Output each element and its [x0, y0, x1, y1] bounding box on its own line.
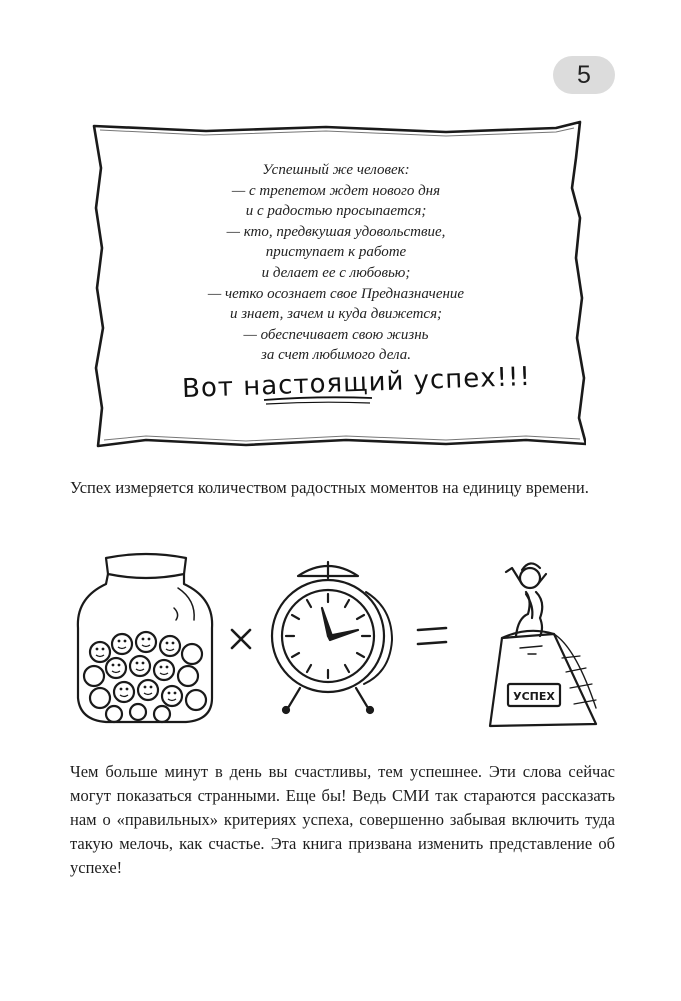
quote-line: — обеспечивает свою жизнь	[243, 326, 429, 343]
quote-line: и с радостью просыпается;	[245, 203, 427, 220]
equals-sign-icon	[418, 628, 446, 644]
page-number-badge	[553, 56, 615, 94]
quote-line: за счет любимого дела.	[261, 347, 411, 364]
quote-line: и делает ее с любовью;	[261, 264, 411, 281]
quote-text	[86, 160, 586, 366]
paragraph-happiness-explanation: Чем больше минут в день вы счастливы, тем успешнее. Эти слова сейчас могут показаться странными. Еще бы! Ведь СМИ так стараются рассказать нам о «правильных» критериях успеха, совершенно забывая включить туда такую мелочь, как счастье. Эта книга призвана изменить представление об успехе!	[70, 762, 615, 877]
alarm-clock-icon	[272, 562, 392, 713]
underline-icon	[182, 362, 512, 410]
quote-line: приступает к работе	[265, 244, 407, 261]
handwritten-text: Вот настоящий успех!!!	[181, 361, 532, 405]
handwritten-exclamation	[181, 361, 532, 410]
quote-line: — кто, предвкушая удовольствие,	[226, 223, 446, 240]
quote-line: — с трепетом ждет нового дня	[231, 182, 441, 199]
quote-parchment	[86, 118, 586, 450]
page-number: 5	[577, 60, 591, 89]
multiply-sign-icon	[232, 630, 250, 648]
quote-line: — четко осознает свое Предназначение	[207, 285, 465, 302]
jar-of-smiles-icon	[78, 554, 212, 722]
quote-line: Успешный же человек:	[262, 162, 410, 178]
paragraph-success-definition: Успех измеряется количеством радостных моментов на единицу времени.	[70, 478, 589, 497]
pedestal-label: УСПЕХ	[513, 690, 555, 703]
quote-line: и знает, зачем и куда движется;	[229, 306, 443, 323]
success-formula-illustration	[66, 548, 616, 733]
